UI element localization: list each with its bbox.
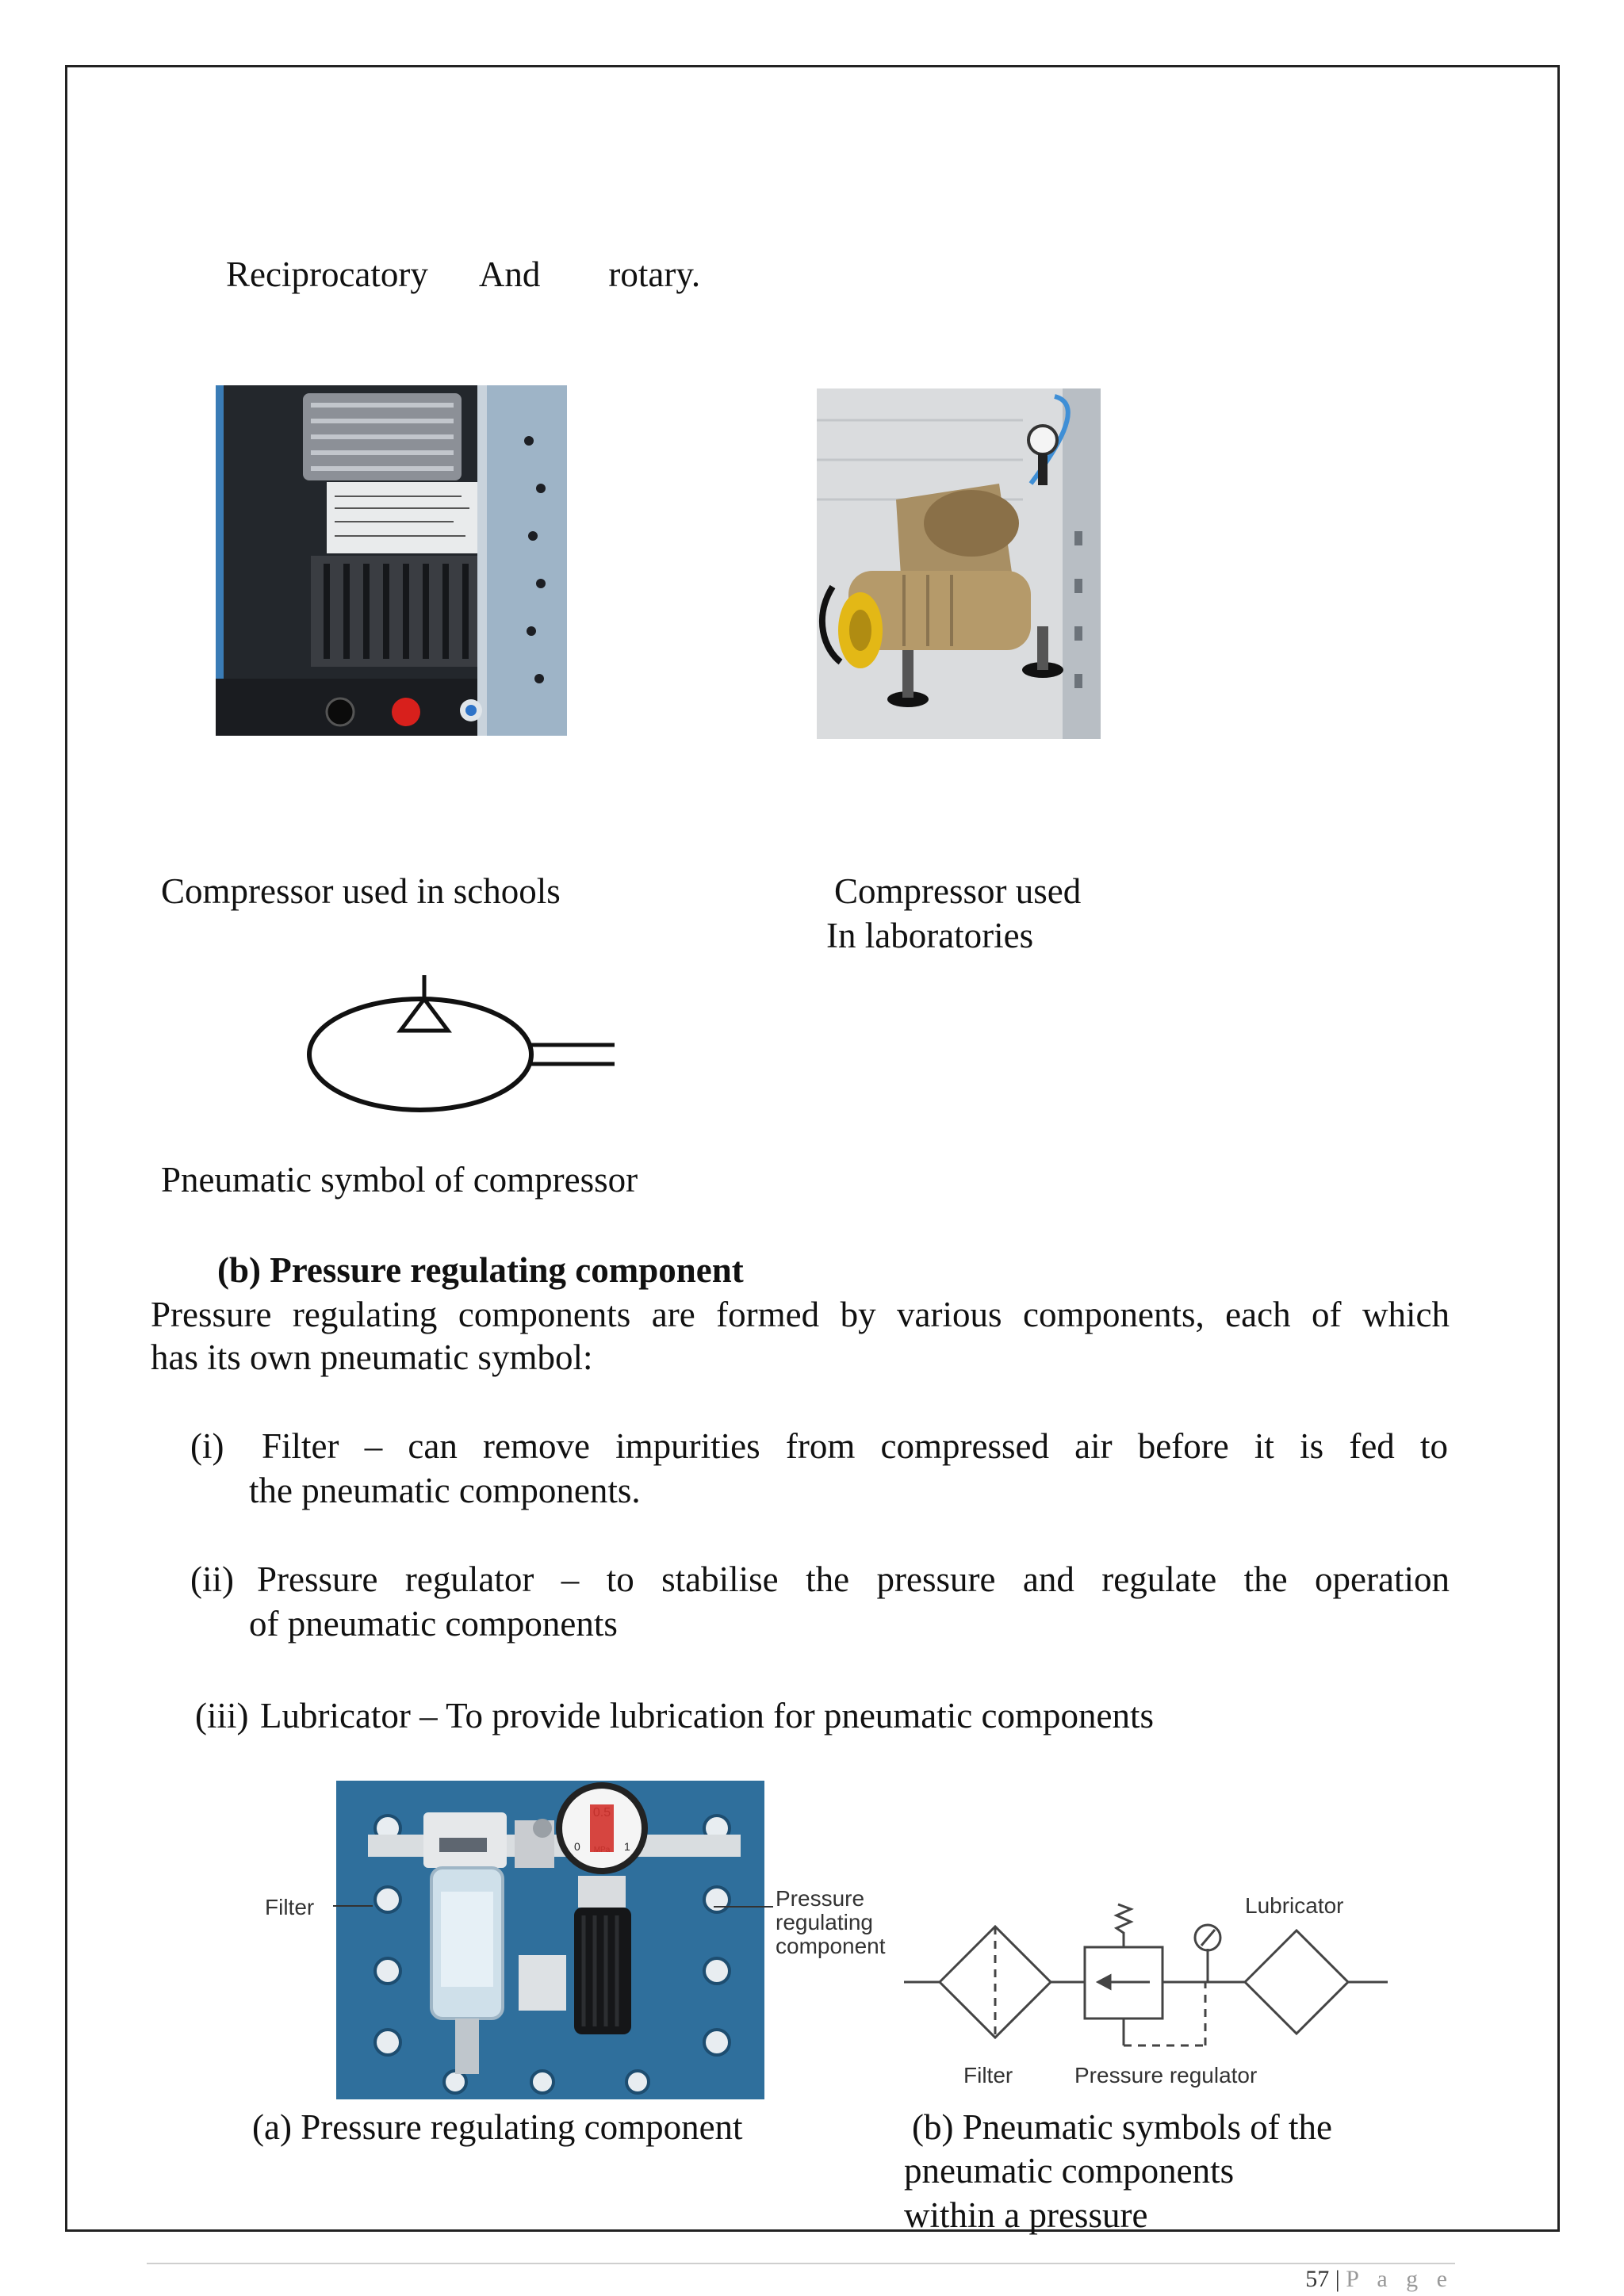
gauge-mark-one: 1	[624, 1840, 630, 1853]
figure-caption-b-line-3: within a pressure	[904, 2195, 1148, 2235]
pneumatic-symbols-diagram	[904, 1887, 1388, 2101]
intro-word-2: And	[478, 254, 541, 294]
figure-caption-b-line-1: (b) Pneumatic symbols of the	[912, 2107, 1332, 2147]
photo-label-prc-line-2: regulating	[776, 1910, 873, 1934]
list-item-1-line-1: Filter – can remove impurities from compressed air before it is fed to	[262, 1426, 1448, 1466]
section-heading: (b) Pressure regulating component	[217, 1250, 744, 1290]
caption-compressor-symbol: Pneumatic symbol of compressor	[161, 1160, 638, 1200]
gauge-mark-zero: 0	[574, 1840, 580, 1853]
intro-line	[226, 252, 700, 297]
page-word: P a g e	[1346, 2266, 1454, 2292]
intro-word-3: rotary.	[608, 254, 701, 294]
symbol-label-filter: Filter	[963, 2063, 1013, 2087]
photo-label-filter: Filter	[265, 1895, 315, 1919]
page-footer	[1305, 2266, 1454, 2293]
photo-label-prc-line-3: component	[776, 1934, 886, 1958]
prc-leader-line	[714, 1899, 777, 1915]
section-paragraph-line-1: Pressure regulating components are formed by various components, each of which	[151, 1295, 1450, 1334]
caption-lab-compressor-1: Compressor used	[834, 871, 1082, 911]
lab-compressor-photo	[817, 388, 1101, 739]
photo-label-prc-line-1: Pressure	[776, 1886, 865, 1911]
intro-word-1: Reciprocatory	[226, 254, 428, 294]
caption-lab-compressor-2: In laboratories	[826, 916, 1034, 955]
section-paragraph-line-2: has its own pneumatic symbol:	[151, 1337, 593, 1377]
photo-label-pressure-regulating-component	[776, 1887, 886, 1958]
compressor-symbol	[301, 967, 626, 1118]
footer-rule	[147, 2263, 1455, 2264]
list-item-2-number: (ii)	[190, 1559, 234, 1599]
figure-caption-b-line-2: pneumatic components	[904, 2151, 1235, 2191]
figure-caption-a: (a) Pressure regulating component	[252, 2107, 743, 2147]
symbol-label-pressure-regulator: Pressure regulator	[1074, 2063, 1258, 2087]
caption-school-compressor: Compressor used in schools	[161, 871, 561, 911]
page-number: 57	[1305, 2266, 1330, 2292]
list-item-2-line-2: of pneumatic components	[249, 1604, 618, 1644]
page-separator: |	[1335, 2266, 1340, 2292]
symbol-label-lubricator: Lubricator	[1245, 1893, 1344, 1918]
list-item-3-line-1: Lubricator – To provide lubrication for pneumatic components	[260, 1696, 1154, 1735]
list-item-1-line-2: the pneumatic components.	[249, 1471, 641, 1510]
list-item-1-number: (i)	[190, 1426, 224, 1466]
pressure-regulating-component-photo	[336, 1781, 764, 2099]
school-compressor-photo	[216, 385, 567, 736]
list-item-2-line-1: Pressure regulator – to stabilise the pressure and regulate the operation	[257, 1559, 1450, 1599]
list-item-3-number: (iii)	[195, 1696, 249, 1735]
